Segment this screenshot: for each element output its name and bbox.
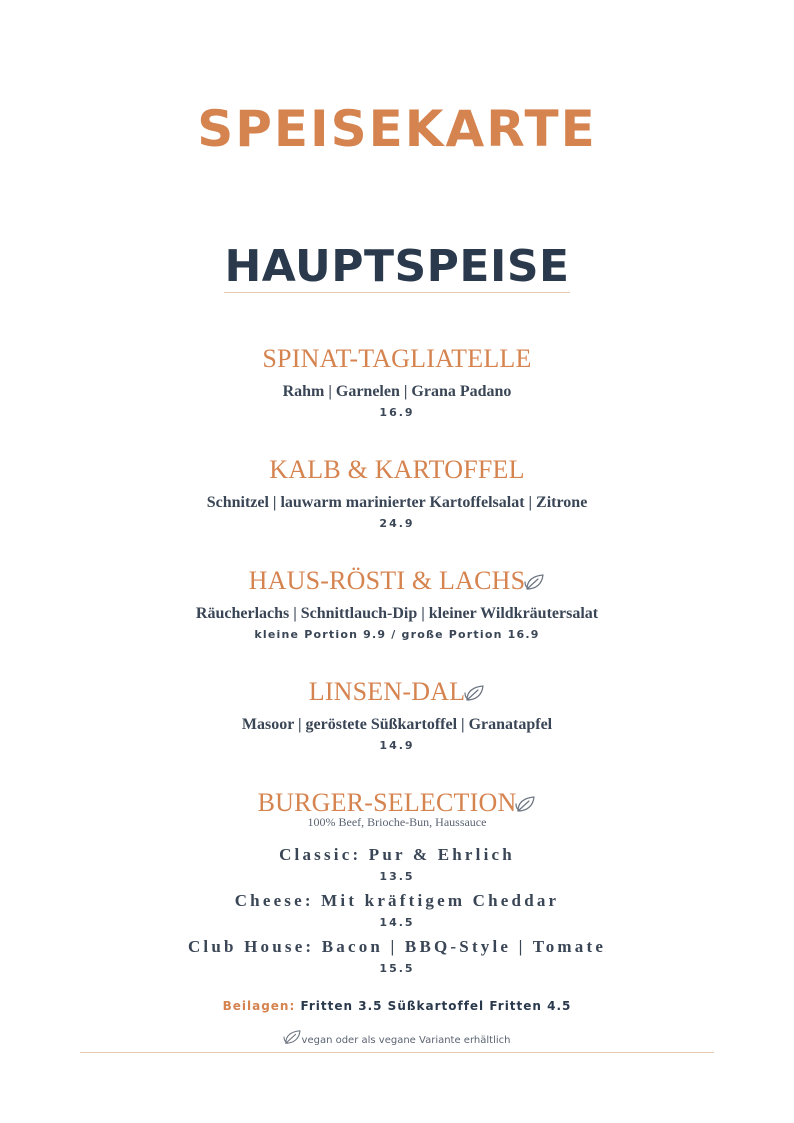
dish-description: Schnitzel | lauwarm marinierter Kartoffelsalat | Zitrone (206, 494, 588, 511)
dish-name: BURGER-SELECTION (257, 788, 517, 817)
burger-subtitle: 100% Beef, Brioche-Bun, Haussauce (307, 815, 487, 829)
dish-name: HAUS-RÖSTI & LACHS (248, 566, 526, 595)
dish-price: 14.9 (379, 739, 415, 752)
burger-variant-price: 15.5 (379, 962, 415, 975)
burger-variant-price: 14.5 (379, 916, 415, 929)
dish-name-row (0, 565, 794, 597)
sides-text: Fritten 3.5 Süßkartoffel Fritten 4.5 (300, 999, 572, 1013)
leaf-icon (463, 684, 485, 702)
dish-name: LINSEN-DAL (308, 677, 466, 706)
dish-name: KALB & KARTOFFEL (269, 455, 525, 484)
burger-variant-name: Cheese: Mit kräftigem Cheddar (234, 891, 560, 910)
sides-line (0, 997, 794, 1015)
burger-variant-name: Classic: Pur & Ehrlich (279, 845, 515, 864)
sides-label: Beilagen: (222, 999, 296, 1013)
vegan-footnote (0, 1029, 794, 1049)
leaf-icon (523, 573, 545, 591)
burger-variant-name: Club House: Bacon | BBQ-Style | Tomate (187, 937, 607, 956)
bottom-divider (80, 1052, 714, 1053)
dish-price: 16.9 (379, 406, 415, 419)
section-title: HAUPTSPEISE (224, 241, 570, 292)
dish-description: Rahm | Garnelen | Grana Padano (282, 383, 512, 400)
dish-description: Räucherlachs | Schnittlauch-Dip | kleiner Wildkräutersalat (195, 605, 599, 622)
dish-price: 24.9 (379, 517, 415, 530)
leaf-icon (282, 1029, 302, 1045)
dish-name: SPINAT-TAGLIATELLE (262, 344, 532, 373)
page-title: SPEISEKARTE (197, 100, 597, 158)
dish-description: Masoor | geröstete Süßkartoffel | Granatapfel (241, 716, 553, 733)
footnote-text: vegan oder als vegane Variante erhältlich (301, 1035, 511, 1046)
dish-name-row (0, 676, 794, 708)
dish-price: kleine Portion 9.9 / große Portion 16.9 (254, 628, 540, 641)
section-divider (224, 292, 570, 293)
leaf-icon (514, 795, 536, 813)
burger-variant-price: 13.5 (379, 870, 415, 883)
